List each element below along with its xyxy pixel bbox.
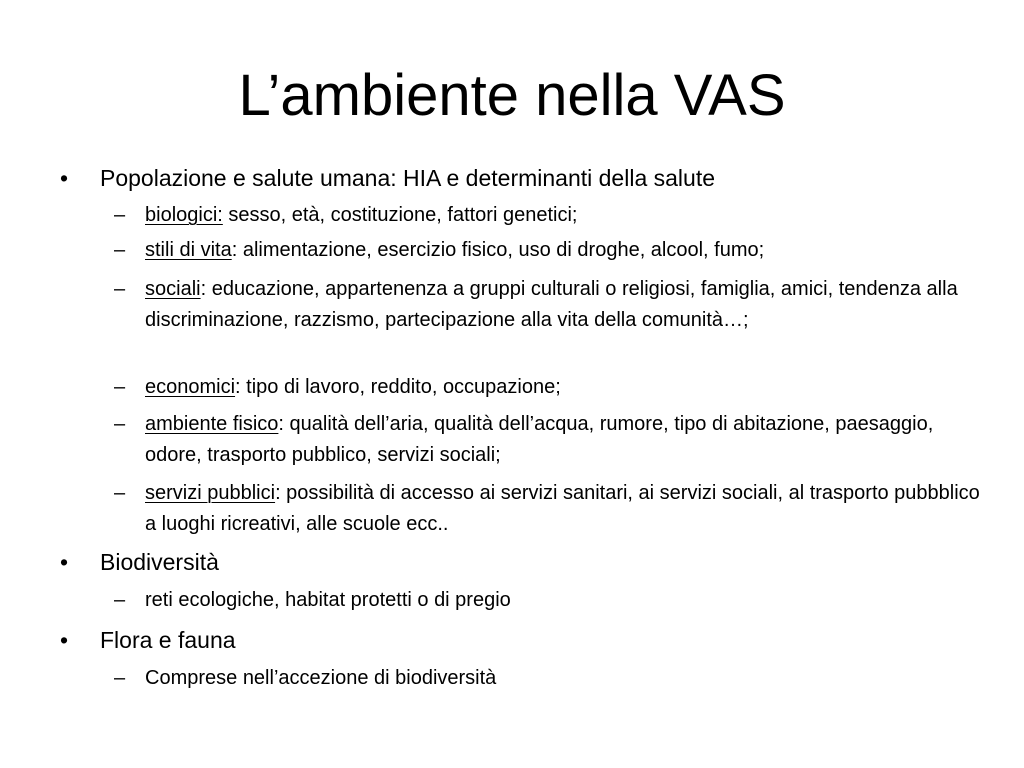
sub-item-text: [145, 585, 985, 616]
sub-item-body: Comprese nell’accezione di biodiversità: [145, 667, 497, 689]
dash-marker: –: [114, 376, 126, 398]
bullet-text: [100, 548, 980, 576]
dash-marker: –: [114, 239, 126, 261]
sub-item-term: economici: [145, 376, 236, 398]
sub-item-body: : alimentazione, esercizio fisico, uso di droghe, alcool, fumo;: [231, 239, 765, 261]
sub-item-term: servizi pubblici: [145, 482, 276, 504]
dash-marker: –: [114, 204, 126, 226]
sub-item-body: sesso, età, costituzione, fattori genetici;: [222, 204, 578, 226]
sub-item-text: [145, 235, 985, 266]
dash-marker: –: [114, 667, 126, 689]
sub-item-term: sociali: [145, 278, 201, 300]
sub-item-body: : possibilità di accesso ai servizi sanitari, ai servizi sociali, al trasporto pubbblico a luoghi ricreativi, alle scuole ecc..: [145, 482, 980, 535]
sub-item-term: ambiente fisico: [145, 413, 279, 435]
sub-item-term: stili di vita: [145, 239, 232, 261]
slide-title: L’ambiente nella VAS: [238, 63, 786, 128]
sub-item-term: biologici:: [145, 204, 223, 226]
sub-item-text: [145, 478, 985, 540]
bullet-body: Biodiversità: [100, 549, 219, 575]
dash-marker: –: [114, 482, 126, 504]
sub-item-text: [145, 200, 985, 231]
sub-item-body: : qualità dell’aria, qualità dell’acqua, rumore, tipo di abitazione, paesaggio, odore, trasporto pubblico, servizi sociali;: [145, 413, 934, 466]
sub-item-body: reti ecologiche, habitat protetti o di pregio: [145, 589, 511, 611]
bullet-body: Flora e fauna: [100, 627, 236, 653]
dash-marker: –: [114, 278, 126, 300]
bullet-body: Popolazione e salute umana: HIA e determinanti della salute: [100, 165, 716, 191]
sub-item-text: [145, 274, 985, 336]
sub-item-body: : tipo di lavoro, reddito, occupazione;: [235, 376, 561, 398]
sub-item-body: : educazione, appartenenza a gruppi culturali o religiosi, famiglia, amici, tendenza alla discriminazione, razzismo, partecipazione alla vita della comunità…;: [145, 278, 958, 331]
sub-item-text: [145, 372, 985, 403]
dash-marker: –: [114, 413, 126, 435]
bullet-marker: •: [60, 165, 69, 191]
sub-item-text: [145, 663, 985, 694]
bullet-text: [100, 164, 980, 192]
sub-item-text: [145, 409, 985, 471]
bullet-marker: •: [60, 627, 69, 653]
dash-marker: –: [114, 589, 126, 611]
bullet-marker: •: [60, 549, 69, 575]
bullet-text: [100, 626, 980, 654]
